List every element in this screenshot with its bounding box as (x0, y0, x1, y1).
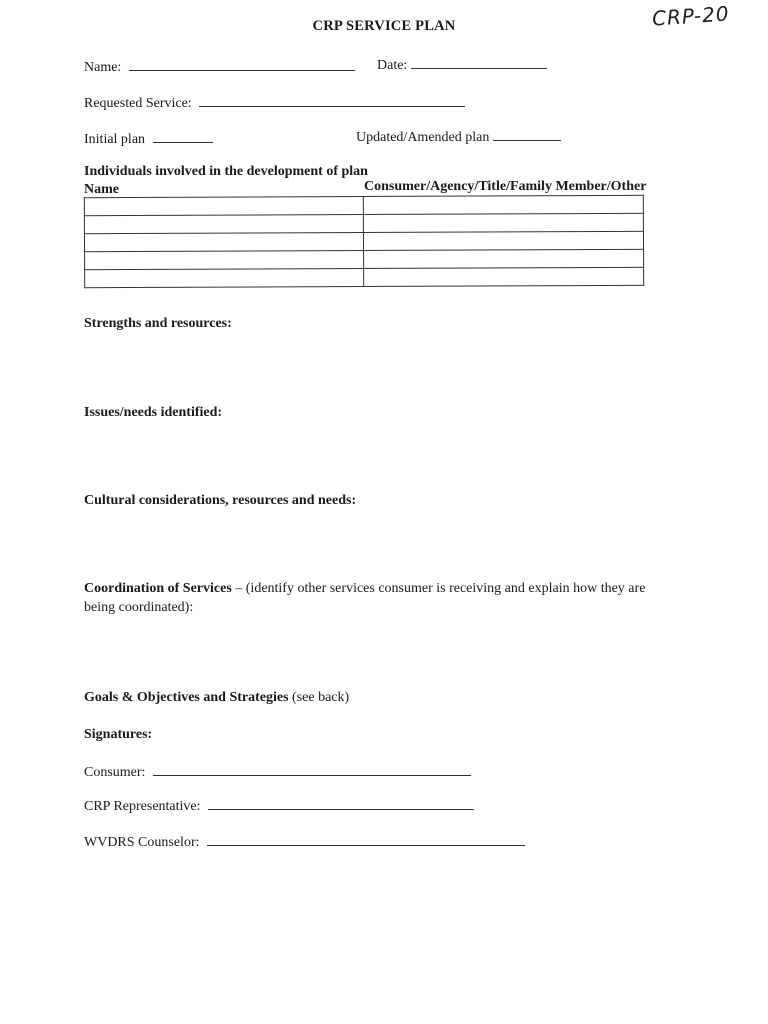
section-coordination-instructions: – (identify other services consumer is receiving and explain how they are (231, 581, 646, 596)
table-row (84, 231, 643, 251)
section-strengths: Strengths and resources: (84, 316, 232, 331)
table-cell-role[interactable] (364, 267, 644, 286)
consumer-label: Consumer: (84, 765, 146, 780)
table-row (85, 249, 644, 269)
initial-plan-field[interactable] (84, 130, 213, 148)
date-line[interactable] (411, 56, 547, 69)
section-goals (84, 690, 349, 706)
section-goals-label: Goals & Objectives and Strategies (84, 690, 289, 705)
form-title: CRP SERVICE PLAN (312, 18, 456, 34)
table-cell-name[interactable] (85, 269, 364, 288)
table-row (85, 267, 644, 287)
section-coordination (84, 581, 645, 597)
counselor-label: WVDRS Counselor: (84, 835, 200, 850)
section-coordination-line2: being coordinated): (84, 600, 194, 615)
requested-service-label: Requested Service: (84, 96, 192, 111)
name-field[interactable] (84, 58, 355, 76)
table-cell-name[interactable] (85, 251, 364, 270)
section-coordination-label: Coordination of Services (84, 581, 232, 596)
table-cell-name[interactable] (84, 197, 363, 216)
updated-plan-label: Updated/Amended plan (356, 130, 490, 145)
table-cell-role[interactable] (363, 195, 643, 214)
section-goals-note: (see back) (288, 690, 350, 705)
section-cultural-label: Cultural considerations, resources and needs: (84, 493, 357, 508)
date-field[interactable] (377, 56, 547, 74)
counselor-signature-field[interactable] (84, 833, 525, 851)
section-signatures: Signatures: (84, 727, 153, 742)
section-issues: Issues/needs identified: (84, 405, 223, 420)
initial-plan-label: Initial plan (84, 132, 146, 147)
updated-plan-field[interactable] (356, 128, 561, 146)
form-code-handwritten: CRP-20 (651, 1, 731, 31)
col-header-role: Consumer/Agency/Title/Family Member/Other (364, 179, 647, 194)
initial-plan-line[interactable] (153, 130, 213, 143)
counselor-signature-line[interactable] (207, 833, 525, 846)
section-cultural (84, 493, 356, 509)
requested-service-line[interactable] (199, 94, 465, 107)
requested-service-field[interactable] (84, 94, 465, 112)
consumer-signature-line[interactable] (153, 763, 471, 776)
consumer-signature-field[interactable] (84, 763, 471, 781)
individuals-heading: Individuals involved in the development of plan (84, 164, 368, 179)
crp-rep-label: CRP Representative: (84, 799, 201, 814)
col-header-name: Name (84, 182, 119, 197)
table-cell-name[interactable] (84, 215, 363, 234)
crp-rep-signature-line[interactable] (208, 797, 474, 810)
name-label: Name: (84, 60, 122, 75)
table-cell-role[interactable] (363, 213, 643, 232)
table-cell-role[interactable] (364, 249, 644, 268)
table-row (84, 213, 643, 233)
table-cell-role[interactable] (363, 231, 643, 250)
date-label: Date: (377, 58, 408, 73)
table-row (84, 195, 643, 215)
individuals-table (84, 195, 644, 288)
crp-rep-signature-field[interactable] (84, 797, 474, 815)
name-line[interactable] (129, 58, 355, 71)
table-cell-name[interactable] (84, 233, 363, 252)
updated-plan-line[interactable] (493, 128, 561, 141)
